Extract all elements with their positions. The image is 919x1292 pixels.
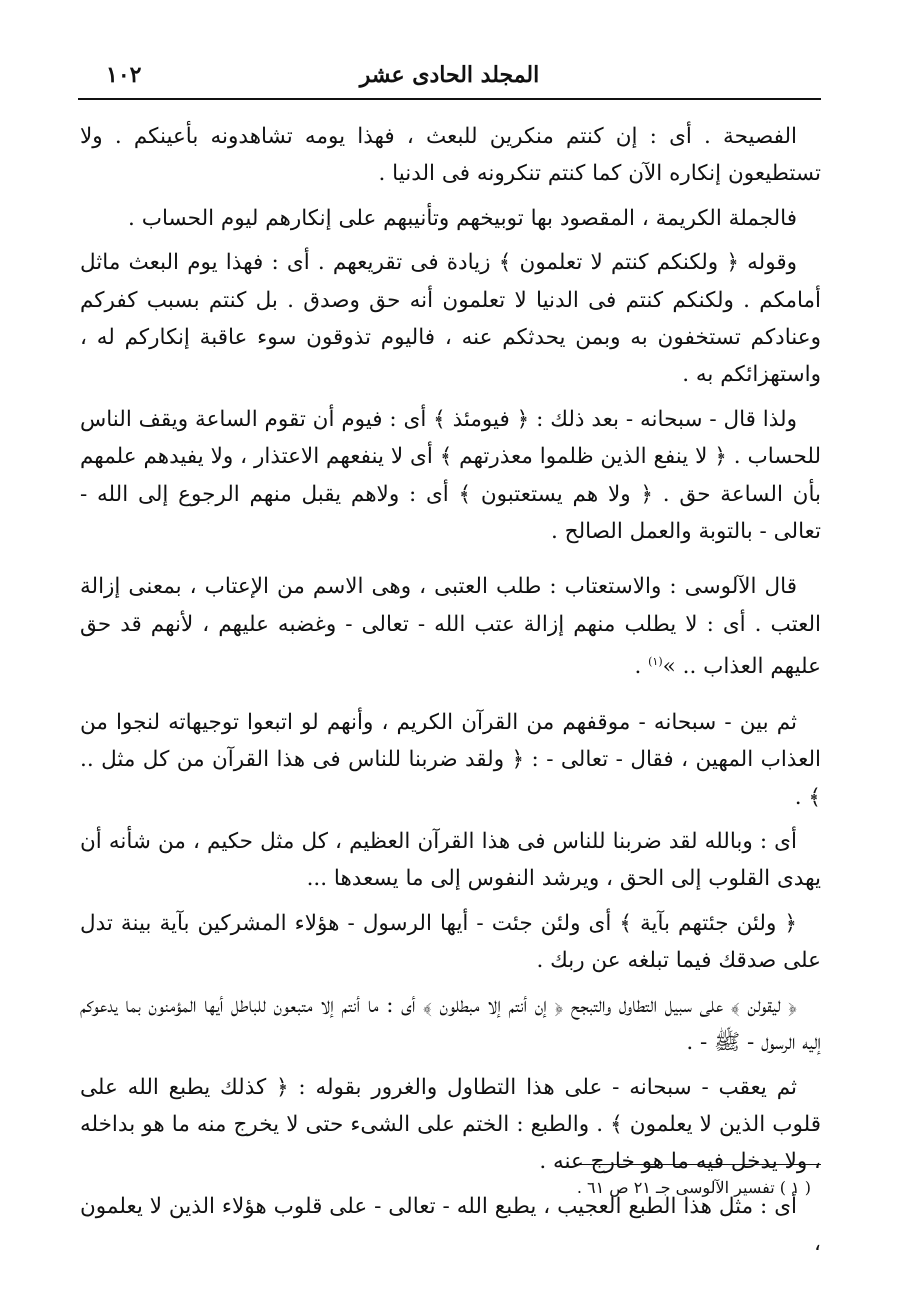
paragraph: ثم بين - سبحانه - موقفهم من القرآن الكريم ، وأنهم لو اتبعوا توجيهاته لنجوا من العذاب المهين ، فقال - تعالى - : ﴿ ولقد ضربنا للناس فى هذا القرآن من كل مثل .. ﴾ . [80, 709, 821, 810]
paragraph: الفصيحة . أى : إن كنتم منكرين للبعث ، فهذا يومه تشاهدونه بأعينكم . ولا تستطيعون إنكاره الآن كما كنتم تنكرونه فى الدنيا . [80, 124, 821, 187]
footnote-rule [578, 1164, 821, 1165]
paragraph-text: قال الآلوسى : والاستعتاب : طلب العتبى ، وهى الاسم من الإعتاب ، بمعنى إزالة العتب . أى : لا يطلب منهم إزالة عتب الله - تعالى - وغضبه عليهم ، لأنهم قد حق عليهم العذاب .. » [80, 574, 821, 680]
paragraph: ﴿ ولئن جئتهم بآية ﴾ أى ولئن جئت - أيها الرسول - هؤلاء المشركين بآية بينة تدل على صدقك فيما تبلغه عن ربك . [80, 910, 821, 974]
footnote: ( ١ ) تفسير الآلوسى جـ ٢١ ص ٦١ . [576, 1178, 811, 1197]
running-title: المجلد الحادى عشر [359, 62, 540, 88]
paragraph: ﴿ ليقولن ﴾ على سبيل التطاول والتبجح ﴿ إن أنتم إلا مبطلون ﴾ أى : ما أنتم إلا متبعون للباطل أيها المؤمنون بما يدعوكم إليه الرسول - ﷺ - . [80, 992, 821, 1056]
body-text [80, 118, 821, 1270]
paragraph: فالجملة الكريمة ، المقصود بها توبيخهم وتأنيبهم على إنكارهم ليوم الحساب . [128, 205, 797, 231]
quote-paragraph: قال الآلوسى : والاستعتاب : طلب العتبى ، وهى الاسم من الإعتاب ، بمعنى إزالة العتب . أى : لا يطلب منهم إزالة عتب الله - تعالى - وغضبه عليهم ، لأنهم قد حق عليهم العذاب .. »$^{(١)}$ . [80, 574, 821, 680]
paragraph: ثم يعقب - سبحانه - على هذا التطاول والغرور بقوله : ﴿ كذلك يطبع الله على قلوب الذين لا يعلمون ﴾ . والطبع : الختم على الشىء حتى لا يخرج منه ما هو بداخله ، ولا يدخل فيه ما هو خارج عنه . [80, 1074, 821, 1175]
paragraph: أى : مثل هذا الطبع العجيب ، يطبع الله - تعالى - على قلوب هؤلاء الذين لا يعلمون ، [80, 1193, 821, 1257]
page-number: ١٠٢ [106, 62, 142, 88]
paragraph: وقوله ﴿ ولكنكم كنتم لا تعلمون ﴾ زيادة فى تقريعهم . أى : فهذا يوم البعث ماثل أمامكم . ولكنكم كنتم فى الدنيا لا تعلمون أنه حق وصدق . بل كنتم بسبب كفركم وعنادكم تستخفون به وبمن يحدثكم عنه ، فاليوم تذوقون سوء عاقبة إنكاركم له ، واستهزائكم به . [80, 250, 821, 388]
header-rule [78, 98, 821, 100]
paragraph: ولذا قال - سبحانه - بعد ذلك : ﴿ فيومئذ ﴾ أى : فيوم أن تقوم الساعة ويقف الناس للحساب . ﴿ لا ينفع الذين ظلموا معذرتهم ﴾ أى لا ينفعهم الاعتذار ، ولا يفيدهم علمهم بأن الساعة حق . ﴿ ولا هم يستعتبون ﴾ أى : ولاهم يقبل منهم الرجوع إلى الله - تعالى - بالتوبة والعمل الصالح . [80, 406, 821, 545]
page-header [78, 62, 821, 92]
paragraph: أى : وبالله لقد ضربنا للناس فى هذا القرآن العظيم ، كل مثل حكيم ، من شأنه أن يهدى القلوب إلى الحق ، ويرشد النفوس إلى ما يسعدها ... [80, 829, 821, 892]
footnote-marker: (١) [648, 655, 663, 669]
